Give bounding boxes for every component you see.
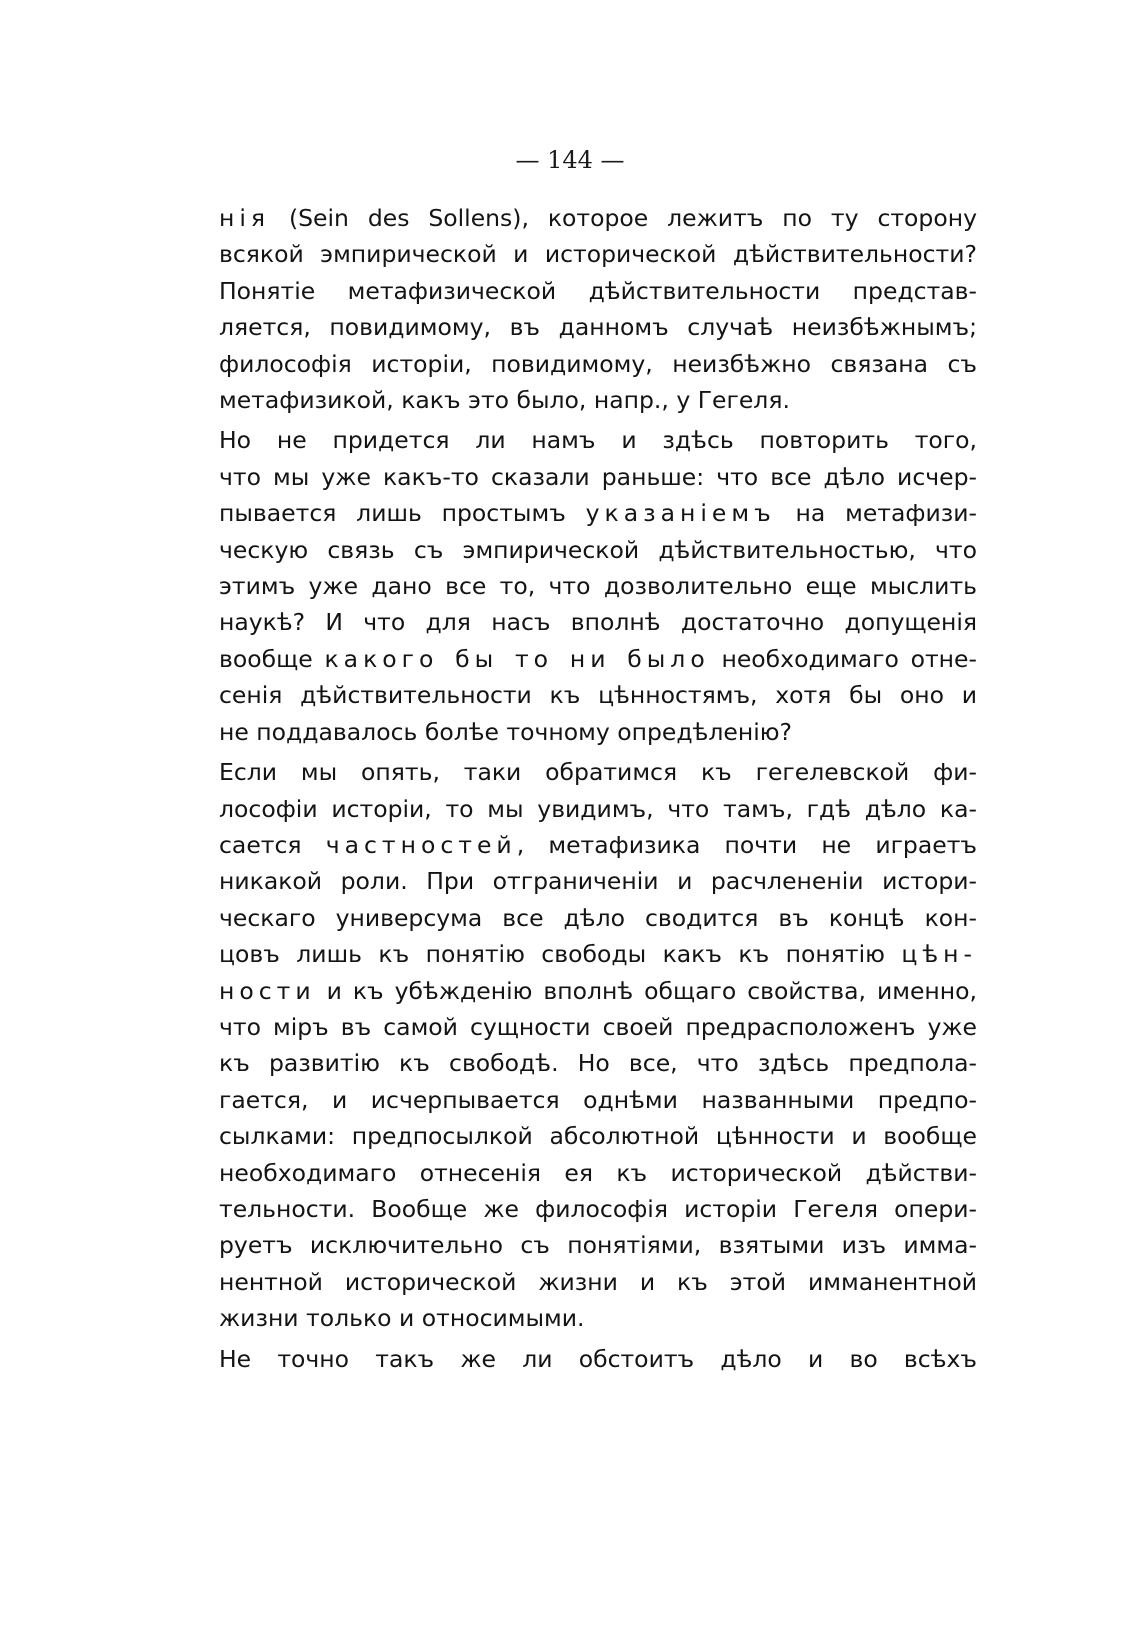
text-segment: руетъ исключительно съ понятіями, взятыми изъ имма- — [219, 1231, 977, 1260]
text-line — [219, 604, 977, 640]
text-segment: на метафизи- — [775, 499, 977, 528]
text-segment: ческую связь съ эмпирической дѣйствительностью, что — [219, 535, 977, 564]
text-segment: вообще — [219, 644, 325, 673]
text-line — [219, 1155, 977, 1191]
text-segment: Не точно такъ же ли обстоитъ дѣло и во всѣхъ — [219, 1344, 977, 1373]
text-line — [219, 568, 977, 604]
text-line — [219, 236, 977, 272]
text-line — [219, 791, 977, 827]
text-line — [219, 1300, 977, 1336]
text-segment: гается, и исчерпывается однѣми названными предпо- — [219, 1085, 977, 1114]
text-line — [219, 532, 977, 568]
text-segment: тельности. Вообще же философія исторіи Гегеля опери- — [219, 1194, 977, 1223]
text-segment: (Sein des Sollens), которое лежитъ по ту сторону — [270, 204, 977, 232]
text-segment: къ развитію къ свободѣ. Но все, что здѣсь предпола- — [219, 1049, 977, 1078]
text-line — [219, 459, 977, 495]
text-segment: необходимаго отне- — [709, 644, 977, 673]
text-segment: необходимаго отнесенія ея къ исторической дѣйстви- — [219, 1158, 977, 1187]
emphasized-text: нія — [219, 204, 271, 232]
paragraph — [219, 1341, 977, 1377]
emphasized-text: ности — [219, 976, 316, 1005]
text-line — [219, 714, 977, 750]
text-segment: сылками: предпосылкой абсолютной цѣнности и вообще — [219, 1122, 977, 1151]
text-segment: нентной исторической жизни и къ этой имманентной — [219, 1267, 977, 1296]
text-line — [219, 754, 977, 790]
text-segment: и къ убѣжденію вполнѣ общаго свойства, именно, — [315, 976, 977, 1005]
text-segment: не поддавалось болѣе точному опредѣленію? — [219, 717, 793, 746]
text-line — [219, 863, 977, 899]
text-segment: метафизикой, какъ это было, напр., у Гегеля. — [219, 386, 790, 415]
text-segment: всякой эмпирической и исторической дѣйствительности? — [219, 240, 977, 269]
text-segment: наукѣ? И что для насъ вполнѣ достаточно допущенія — [219, 608, 977, 637]
text-segment: что міръ въ самой сущности своей предрасположенъ уже — [219, 1012, 977, 1041]
text-line — [219, 677, 977, 713]
text-segment: , метафизика почти не играетъ — [516, 830, 978, 859]
text-line — [219, 1264, 977, 1300]
paragraph — [219, 422, 977, 750]
text-segment: философія исторіи, повидимому, неизбѣжно связана съ — [219, 349, 977, 378]
text-segment: что мы уже какъ-то сказали раньше: что все дѣло исчер- — [219, 462, 977, 491]
text-segment: лософіи исторіи, то мы увидимъ, что тамъ, гдѣ дѣло ка- — [219, 794, 977, 823]
text-line — [219, 1341, 977, 1377]
text-segment: цовъ лишь къ понятію свободы какъ къ понятію — [219, 940, 902, 969]
text-line — [219, 1009, 977, 1045]
text-segment: никакой роли. При отграниченіи и расчлененіи истори- — [219, 867, 977, 896]
text-line — [219, 1082, 977, 1118]
text-segment: Если мы опять, таки обратимся къ гегелевской фи- — [219, 758, 977, 787]
text-line — [219, 900, 977, 936]
text-line — [219, 422, 977, 458]
text-line — [219, 273, 977, 309]
text-segment: сенія дѣйствительности къ цѣнностямъ, хотя бы оно и — [219, 681, 977, 710]
text-line — [219, 827, 977, 863]
text-line — [219, 1227, 977, 1263]
text-segment: этимъ уже дано все то, что дозволительно еще мыслить — [219, 572, 977, 601]
text-line — [219, 346, 977, 382]
text-line — [219, 495, 977, 531]
text-line — [219, 641, 977, 677]
text-line — [219, 382, 977, 418]
text-segment: ляется, повидимому, въ данномъ случаѣ неизбѣжнымъ; — [219, 313, 977, 342]
emphasized-text: указаніемъ — [585, 499, 776, 528]
text-line — [219, 973, 977, 1009]
text-segment: жизни только и относимыми. — [219, 1304, 585, 1333]
text-segment: сается — [219, 830, 326, 859]
page-number: — 144 — — [515, 146, 625, 174]
text-line — [219, 936, 977, 972]
text-segment: пывается лишь простымъ — [219, 499, 586, 528]
text-line — [219, 1118, 977, 1154]
paragraph — [219, 200, 977, 418]
emphasized-text: частностей — [325, 830, 517, 859]
text-segment: Понятіе метафизической дѣйствительности представ- — [219, 276, 977, 305]
text-line — [219, 1191, 977, 1227]
text-segment: Но не придется ли намъ и здѣсь повторить того, — [219, 426, 977, 455]
body-text — [219, 200, 977, 1377]
text-line — [219, 1045, 977, 1081]
emphasized-text: какого бы то ни было — [324, 644, 710, 673]
text-line — [219, 200, 977, 236]
paragraph — [219, 754, 977, 1337]
emphasized-text: цѣн- — [901, 940, 977, 969]
text-segment: ческаго универсума все дѣло сводится въ концѣ кон- — [219, 903, 977, 932]
text-line — [219, 309, 977, 345]
